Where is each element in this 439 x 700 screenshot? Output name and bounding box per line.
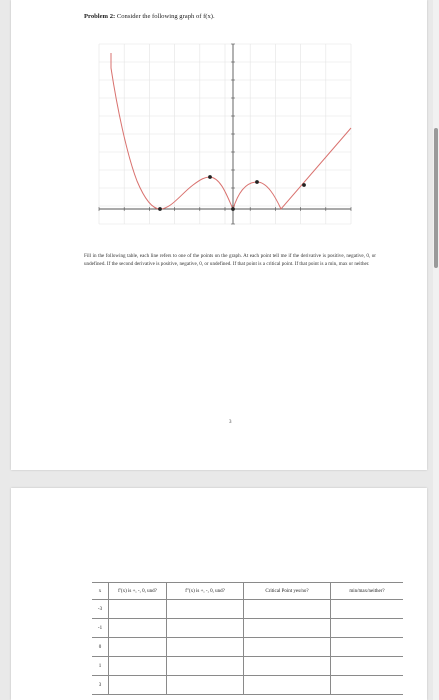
table-row: [92, 657, 403, 676]
min-max-cell[interactable]: [331, 619, 404, 638]
problem-text: Consider the following graph of f(x).: [116, 13, 215, 20]
second-derivative-cell[interactable]: [167, 638, 244, 657]
table-row: [92, 676, 403, 695]
critical-point-cell[interactable]: [244, 657, 331, 676]
first-derivative-cell[interactable]: [109, 638, 167, 657]
first-derivative-cell[interactable]: [109, 619, 167, 638]
graph-point: [158, 207, 162, 211]
graph-point: [231, 207, 235, 211]
critical-point-cell[interactable]: [244, 638, 331, 657]
table-header-row: [92, 583, 403, 600]
second-derivative-cell[interactable]: [167, 676, 244, 695]
graph-point: [255, 180, 259, 184]
critical-point-cell[interactable]: [244, 676, 331, 695]
min-max-cell[interactable]: [331, 657, 404, 676]
graph-point: [208, 175, 212, 179]
header-critical-point: Critical Point yes/no?: [244, 583, 331, 600]
header-min-max: min/max/neither?: [331, 583, 404, 600]
function-graph: [11, 0, 427, 240]
min-max-cell[interactable]: [331, 638, 404, 657]
critical-point-cell[interactable]: [244, 600, 331, 619]
min-max-cell[interactable]: [331, 676, 404, 695]
row-x-value: 0: [92, 638, 109, 657]
table-row: [92, 638, 403, 657]
first-derivative-cell[interactable]: [109, 657, 167, 676]
row-x-value: -1: [92, 619, 109, 638]
first-derivative-cell[interactable]: [109, 676, 167, 695]
row-x-value: -3: [92, 600, 109, 619]
document-page-1: [11, 0, 427, 470]
answer-table: [92, 582, 403, 695]
graph-grid: [99, 44, 351, 224]
row-x-value: 1: [92, 657, 109, 676]
second-derivative-cell[interactable]: [167, 657, 244, 676]
table-row: [92, 600, 403, 619]
min-max-cell[interactable]: [331, 600, 404, 619]
row-x-value: 3: [92, 676, 109, 695]
second-derivative-cell[interactable]: [167, 619, 244, 638]
problem-label: Problem 2:: [84, 13, 116, 20]
header-x: x: [92, 583, 109, 600]
table-row: [92, 619, 403, 638]
instructions-text: Fill in the following table, each line refers to one of the points on the graph. At each point tell me if the derivative is positive, negative, 0, or undefined. If the second derivative is positive, negative, 0, or undefined. If that point is a critical point. If that point is a min, max or neither.: [84, 253, 376, 267]
function-curve: [111, 53, 351, 209]
page-number: 3: [229, 420, 232, 425]
first-derivative-cell[interactable]: [109, 600, 167, 619]
header-second-derivative: f″(x) is +, -, 0, und?: [167, 583, 244, 600]
critical-point-cell[interactable]: [244, 619, 331, 638]
header-first-derivative: f′(x) is +, -, 0, und?: [109, 583, 167, 600]
scrollbar-track[interactable]: [433, 0, 439, 700]
graph-point: [302, 183, 306, 187]
document-page-2: [11, 488, 427, 700]
second-derivative-cell[interactable]: [167, 600, 244, 619]
scrollbar-thumb[interactable]: [434, 128, 438, 268]
